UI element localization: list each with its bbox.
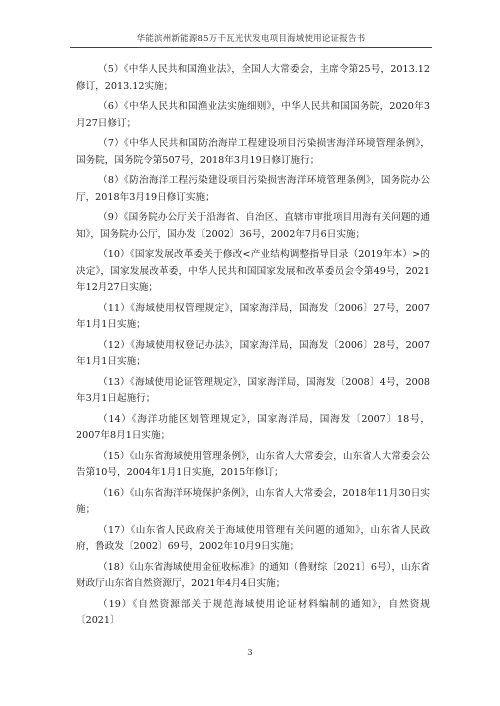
list-item: （9）《国务院办公厅关于沿海省、自治区、直辖市审批项目用海有关问题的通知》，国务院办公厅，国办发〔2002〕36号，2002年7月6日实施；	[76, 212, 430, 240]
list-item: （16）《山东省海洋环境保护条例》，山东省人大常委会，2018年11月30日实施；	[76, 487, 430, 515]
list-item: （10）《国家发展改革委关于修改<产业结构调整指导目录（2019年本）>的决定》，国家发展改革委，中华人民共和国国家发展和改革委员会令第49号，2021年12月27日实施；	[76, 249, 430, 293]
regulation-list	[76, 62, 430, 634]
list-item: （13）《海域使用论证管理规定》，国家海洋局，国海发〔2008〕4号，2008年3月1日起施行；	[76, 376, 430, 404]
page-number: 3	[247, 648, 253, 658]
list-item: （12）《海域使用权登记办法》，国家海洋局，国海发〔2006〕28号，2007年1月1日实施；	[76, 339, 430, 367]
list-item: （11）《海域使用权管理规定》，国家海洋局，国海发〔2006〕27号，2007年1月1日实施；	[76, 302, 430, 330]
list-item: （5）《中华人民共和国渔业法》，全国人大常委会，主席令第25号，2013.12修订，2013.12实施；	[76, 64, 430, 92]
running-header: 华能滨州新能源85万千瓦光伏发电项目海域使用论证报告书	[70, 32, 432, 48]
list-item: （8）《防治海洋工程污染建设项目污染损害海洋环境管理条例》，国务院办公厅，2018年3月19日修订实施；	[76, 175, 430, 203]
list-item: （15）《山东省海域使用管理条例》，山东省人大常委会，山东省人大常委会公告第10号，2004年1月1日实施，2015年修订；	[76, 450, 430, 478]
list-item: （18）《山东省海域使用金征收标准》的通知（鲁财综〔2021〕6号），山东省财政厅山东省自然资源厅，2021年4月4日实施；	[76, 561, 430, 589]
list-item: （14）《海洋功能区划管理规定》，国家海洋局，国海发〔2007〕18号，2007年8月1日实施；	[76, 413, 430, 441]
list-item: （17）《山东省人民政府关于海域使用管理有关问题的通知》，山东省人民政府，鲁政发〔2002〕69号，2002年10月9日实施；	[76, 524, 430, 552]
list-item: （19）《自然资源部关于规范海域使用论证材料编制的通知》，自然资规〔2021〕	[76, 598, 430, 626]
list-item: （6）《中华人民共和国渔业法实施细则》，中华人民共和国国务院，2020年3月27日修订；	[76, 101, 430, 129]
list-item: （7）《中华人民共和国防治海岸工程建设项目污染损害海洋环境管理条例》，国务院，国务院令第507号，2018年3月19日修订施行；	[76, 138, 430, 166]
